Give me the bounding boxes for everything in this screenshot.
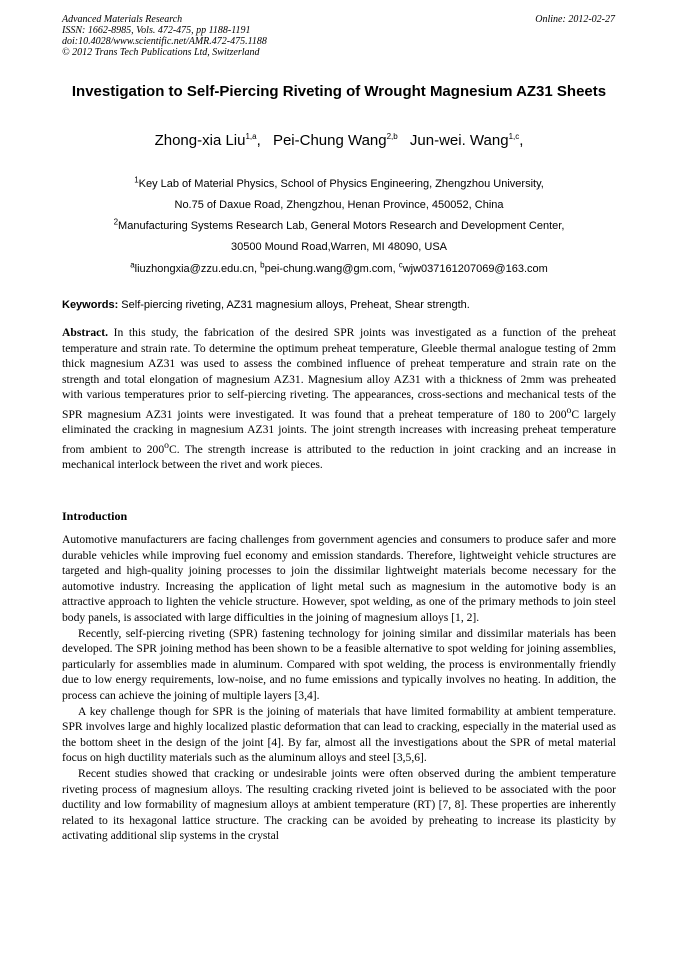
paragraph-2: Recently, self-piercing riveting (SPR) fastening technology for joining similar and dissimilar materials has been developed. The SPR joining method has been shown to be a feasible alternative to spot welding for joining assemblies, particularly for assemblies made in aluminum. Compared with spot welding, the process is environmentally friendly due to low energy requirements, low-noise, and no fume emissions and typically involves no heating. In addition, the process can achieve the joining of multiple layers [3,4]. xyxy=(62,626,616,702)
author-3: Jun-wei. Wang$^{1,c}$, xyxy=(409,132,524,149)
author-2: Pei-Chung Wang$^{2,b}$ xyxy=(272,132,398,149)
email-line: $^a$liuzhongxia@zzu.edu.cn, $^b$pei-chung.wang@gm.com, $^c$wjw037161207069@163.com xyxy=(130,260,548,275)
abstract-label: Abstract. xyxy=(62,326,109,339)
abstract: Abstract. In this study, the fabrication of the desired SPR joints was investigated as a function of the preheat temperature and strain rate. To determine the optimum preheat temperature, Gleeble thermal analogue testing of 2mm thick magnesium AZ31 was used to assess the combined influence of preheat temperature and strain rate on the strength and total elongation of magnesium AZ31. Magnesium alloy AZ31 with a thickness of 2mm was preheated with various temperatures prior to self-piercing riveting. The appearances, cross-sections and mechanical tests of the SPR magnesium AZ31 joints were investigated. It was found that a preheat temperature of 180 to 200$^o$C largely eliminated the cracking in magnesium AZ31 joints. The joint strength increases with increasing preheat temperature from ambient to 200$^o$C. The strength increase is attributed to the reduction in joint cracking and an increase in mechanical interlock between the rivet and work pieces. xyxy=(62,326,616,472)
keywords xyxy=(62,298,616,312)
author-list xyxy=(62,132,616,150)
email-a: liuzhongxia@zzu.edu.cn, xyxy=(134,263,261,275)
affiliation-2-line-1: $^2$Manufacturing Systems Research Lab, General Motors Research and Development Center, xyxy=(113,217,565,232)
affiliation-2-line-2: 30500 Mound Road,Warren, MI 48090, USA xyxy=(230,241,448,253)
paper-title: Investigation to Self-Piercing Riveting of Wrought Magnesium AZ31 Sheets xyxy=(71,83,607,100)
affiliation-1-line-1: $^1$Key Lab of Material Physics, School of Physics Engineering, Zhengzhou University, xyxy=(134,175,544,190)
paragraph-1: Automotive manufacturers are facing challenges from government agencies and consumers to produce safer and more durable vehicles while improving fuel economy and emission standards. Therefore, lightweight vehicle structures are targeted and high-quality joining processes to join the dissimilar lightweight materials become necessary for the automotive industry. Increasing the application of light metal such as magnesium in the automotive body is an attractive approach to lighten the vehicle structure. However, spot welding, as one of the primary methods to join steel body panels, is associated with large difficulties in the joining of magnesium alloys [1, 2]. xyxy=(62,533,616,624)
journal-header xyxy=(62,14,267,58)
paragraph-3: A key challenge though for SPR is the joining of materials that have limited formability at ambient temperature. SPR involves large and highly localized plastic deformation that can lead to cracking, especially in the material used as the bottom sheet in the design of the joint [4]. By far, almost all the investigations about the SPR of metal material focus on high ductility materials such as the aluminum alloys and steel [3,5,6]. xyxy=(62,704,616,765)
introduction-heading: Introduction xyxy=(62,509,128,523)
doi-line: doi:10.4028/www.scientific.net/AMR.472-475.1188 xyxy=(62,36,267,47)
keywords-text: Self-piercing riveting, AZ31 magnesium alloys, Preheat, Shear strength. xyxy=(118,299,470,311)
keywords-label: Keywords: xyxy=(62,299,119,311)
online-date: Online: 2012-02-27 xyxy=(535,14,615,25)
email-b: pei-chung.wang@gm.com, xyxy=(264,263,399,275)
email-c: wjw037161207069@163.com xyxy=(402,263,548,275)
paragraph-4: Recent studies showed that cracking or undesirable joints were often observed during the ambient temperature riveting process of magnesium alloys. The resulting cracking riveted joint is believed to be associated with the poor ductility and low formability of magnesium alloys at ambient temperature (RT) [7, 8]. These properties are inherently related to its hexagonal lattice structure. The cracking can be avoided by preheating to increase its plasticity by activating additional slip systems in the crystal xyxy=(62,766,616,843)
issn-line: ISSN: 1662-8985, Vols. 472-475, pp 1188-1191 xyxy=(62,25,251,36)
author-1: Zhong-xia Liu$^{1,a}$, xyxy=(154,132,261,149)
introduction-body xyxy=(62,532,616,844)
affiliation-1-line-2: No.75 of Daxue Road, Zhengzhou, Henan Province, 450052, China xyxy=(174,199,504,211)
copyright-line: © 2012 Trans Tech Publications Ltd, Switzerland xyxy=(62,47,260,58)
journal-name: Advanced Materials Research xyxy=(62,14,183,25)
